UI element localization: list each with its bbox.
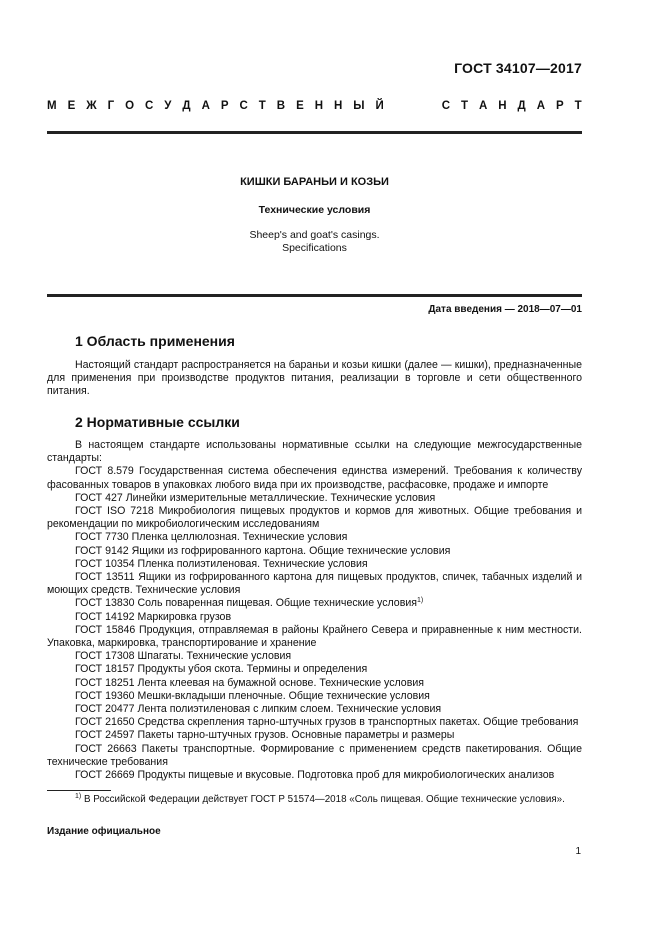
reference-item [47, 492, 582, 505]
section-1-heading: 1 Область применения [75, 333, 235, 349]
reference-text: ГОСТ 7730 Пленка целлюлозная. Технические условия [75, 531, 348, 544]
label-letter: Т [258, 100, 266, 112]
references-list [47, 439, 582, 782]
reference-text: ГОСТ 21650 Средства скрепления тарно-штучных грузов в транспортных пакетах. Общие требования [75, 716, 579, 729]
section-2-heading: 2 Нормативные ссылки [75, 414, 240, 430]
reference-text: В настоящем стандарте использованы нормативные ссылки на следующие межгосударственные стандарты: [47, 439, 582, 465]
label-letter: А [478, 100, 488, 112]
reference-text: ГОСТ 19360 Мешки-вкладыши пленочные. Общие технические условия [75, 689, 430, 702]
label-letter: С [441, 100, 451, 112]
reference-text: ГОСТ 8.579 Государственная система обеспечения единства измерений. Требования к количеству фасованных товаров в упаковках любого вида при их производстве, расфасовке, продаже и импорте [47, 465, 582, 491]
footnote-text: В Российской Федерации действует ГОСТ Р 51574—2018 «Соль пищевая. Общие технические условия». [81, 794, 565, 805]
reference-text: ГОСТ 26663 Пакеты транспортные. Формирование с применением средств пакетирования. Общие технические требования [47, 742, 582, 768]
label-letter: О [125, 100, 135, 112]
reference-text: ГОСТ 26669 Продукты пищевые и вкусовые. Подготовка проб для микробиологических анализов [75, 769, 555, 782]
reference-text: ГОСТ 24597 Пакеты тарно-штучных грузов. Основные параметры и размеры [75, 729, 455, 742]
label-letter: А [201, 100, 210, 112]
label-letter: Й [375, 100, 384, 112]
label-letter: Д [182, 100, 191, 112]
reference-text: ГОСТ 20477 Лента полиэтиленовая с липким слоем. Технические условия [75, 703, 442, 716]
footnote [75, 794, 565, 805]
reference-item [47, 465, 582, 491]
english-title-line-2: Specifications [282, 242, 347, 254]
reference-item [47, 558, 582, 571]
label-letter: Ж [86, 100, 97, 112]
label-letter: С [145, 100, 154, 112]
label-letter: А [536, 100, 546, 112]
reference-item [47, 743, 582, 769]
label-letter: Т [574, 100, 582, 112]
label-letter: В [276, 100, 286, 112]
label-letter: Н [333, 100, 343, 112]
reference-item [47, 677, 582, 690]
reference-text: ГОСТ 18251 Лента клеевая на бумажной основе. Технические условия [75, 676, 424, 689]
document-subtitle: Технические условия [258, 204, 371, 216]
reference-text: ГОСТ 10354 Пленка полиэтиленовая. Технические условия [75, 557, 368, 570]
reference-item [47, 663, 582, 676]
label-gap [395, 100, 431, 112]
header-rule [47, 131, 582, 134]
introduction-date: Дата введения — 2018—07—01 [428, 304, 582, 315]
standard-number: ГОСТ 34107—2017 [454, 60, 582, 76]
section-1-body [47, 359, 582, 399]
reference-item [47, 716, 582, 729]
reference-item [47, 571, 582, 597]
label-letter: Р [220, 100, 229, 112]
reference-item [47, 769, 582, 782]
reference-text: ГОСТ 13830 Соль поваренная пищевая. Общие технические условия [75, 597, 417, 610]
label-letter: Р [556, 100, 564, 112]
label-letter: Д [517, 100, 526, 112]
footnote-marker: 1) [75, 793, 82, 800]
reference-item [47, 703, 582, 716]
reference-text: ГОСТ 13511 Ящики из гофрированного картона для пищевых продуктов, спичек, табачных изделий и моющих средств. Технические условия [47, 571, 582, 597]
label-letter: У [164, 100, 172, 112]
section-1-text: Настоящий стандарт распространяется на бараньи и козьи кишки (далее — кишки), предназначенные для применения при производстве продуктов питания, реализации в торговле и сети общественного питания. [47, 359, 582, 398]
label-letter: С [239, 100, 248, 112]
label-letter: Ы [353, 100, 365, 112]
reference-text: ГОСТ 15846 Продукция, отправляемая в районы Крайнего Севера и приравненные к ним местности. Упаковка, маркировка, транспортирование и хранение [47, 623, 582, 650]
label-letter: Е [67, 100, 76, 112]
footnote-rule [47, 790, 111, 791]
reference-text: ГОСТ 9142 Ящики из гофрированного картона. Общие технические условия [75, 544, 451, 557]
reference-item [47, 624, 582, 650]
reference-text: ГОСТ 17308 Шпагаты. Технические условия [75, 650, 292, 663]
english-title-line-1: Sheep's and goat's casings. [249, 229, 380, 241]
label-letter: Г [107, 100, 115, 112]
footnote-ref-marker: 1) [416, 597, 424, 605]
reference-item [47, 597, 582, 610]
page-number: 1 [575, 846, 581, 857]
english-title [47, 229, 582, 255]
reference-text: ГОСТ 14192 Маркировка грузов [75, 610, 232, 623]
reference-item [47, 531, 582, 544]
reference-item [47, 650, 582, 663]
reference-item [47, 690, 582, 703]
document-title: КИШКИ БАРАНЬИ И КОЗЬИ [240, 176, 389, 188]
label-letter: Н [314, 100, 324, 112]
label-letter: Т [460, 100, 469, 112]
references-intro [47, 439, 582, 465]
reference-text: ГОСТ ISO 7218 Микробиология пищевых продуктов и кормов для животных. Общие требования и рекомендации по микробиологическим исследованиям [47, 505, 582, 531]
reference-item [47, 611, 582, 624]
label-letter: М [47, 100, 57, 112]
reference-item [47, 729, 582, 742]
reference-item [47, 545, 582, 558]
title-rule [47, 294, 582, 297]
label-letter: Е [296, 100, 304, 112]
reference-item [47, 505, 582, 531]
reference-text: ГОСТ 427 Линейки измерительные металлические. Технические условия [75, 491, 436, 504]
label-letter: Н [498, 100, 507, 112]
interstate-standard-label [47, 100, 582, 112]
reference-text: ГОСТ 18157 Продукты убоя скота. Термины и определения [75, 663, 368, 676]
official-edition-label: Издание официальное [47, 826, 161, 837]
